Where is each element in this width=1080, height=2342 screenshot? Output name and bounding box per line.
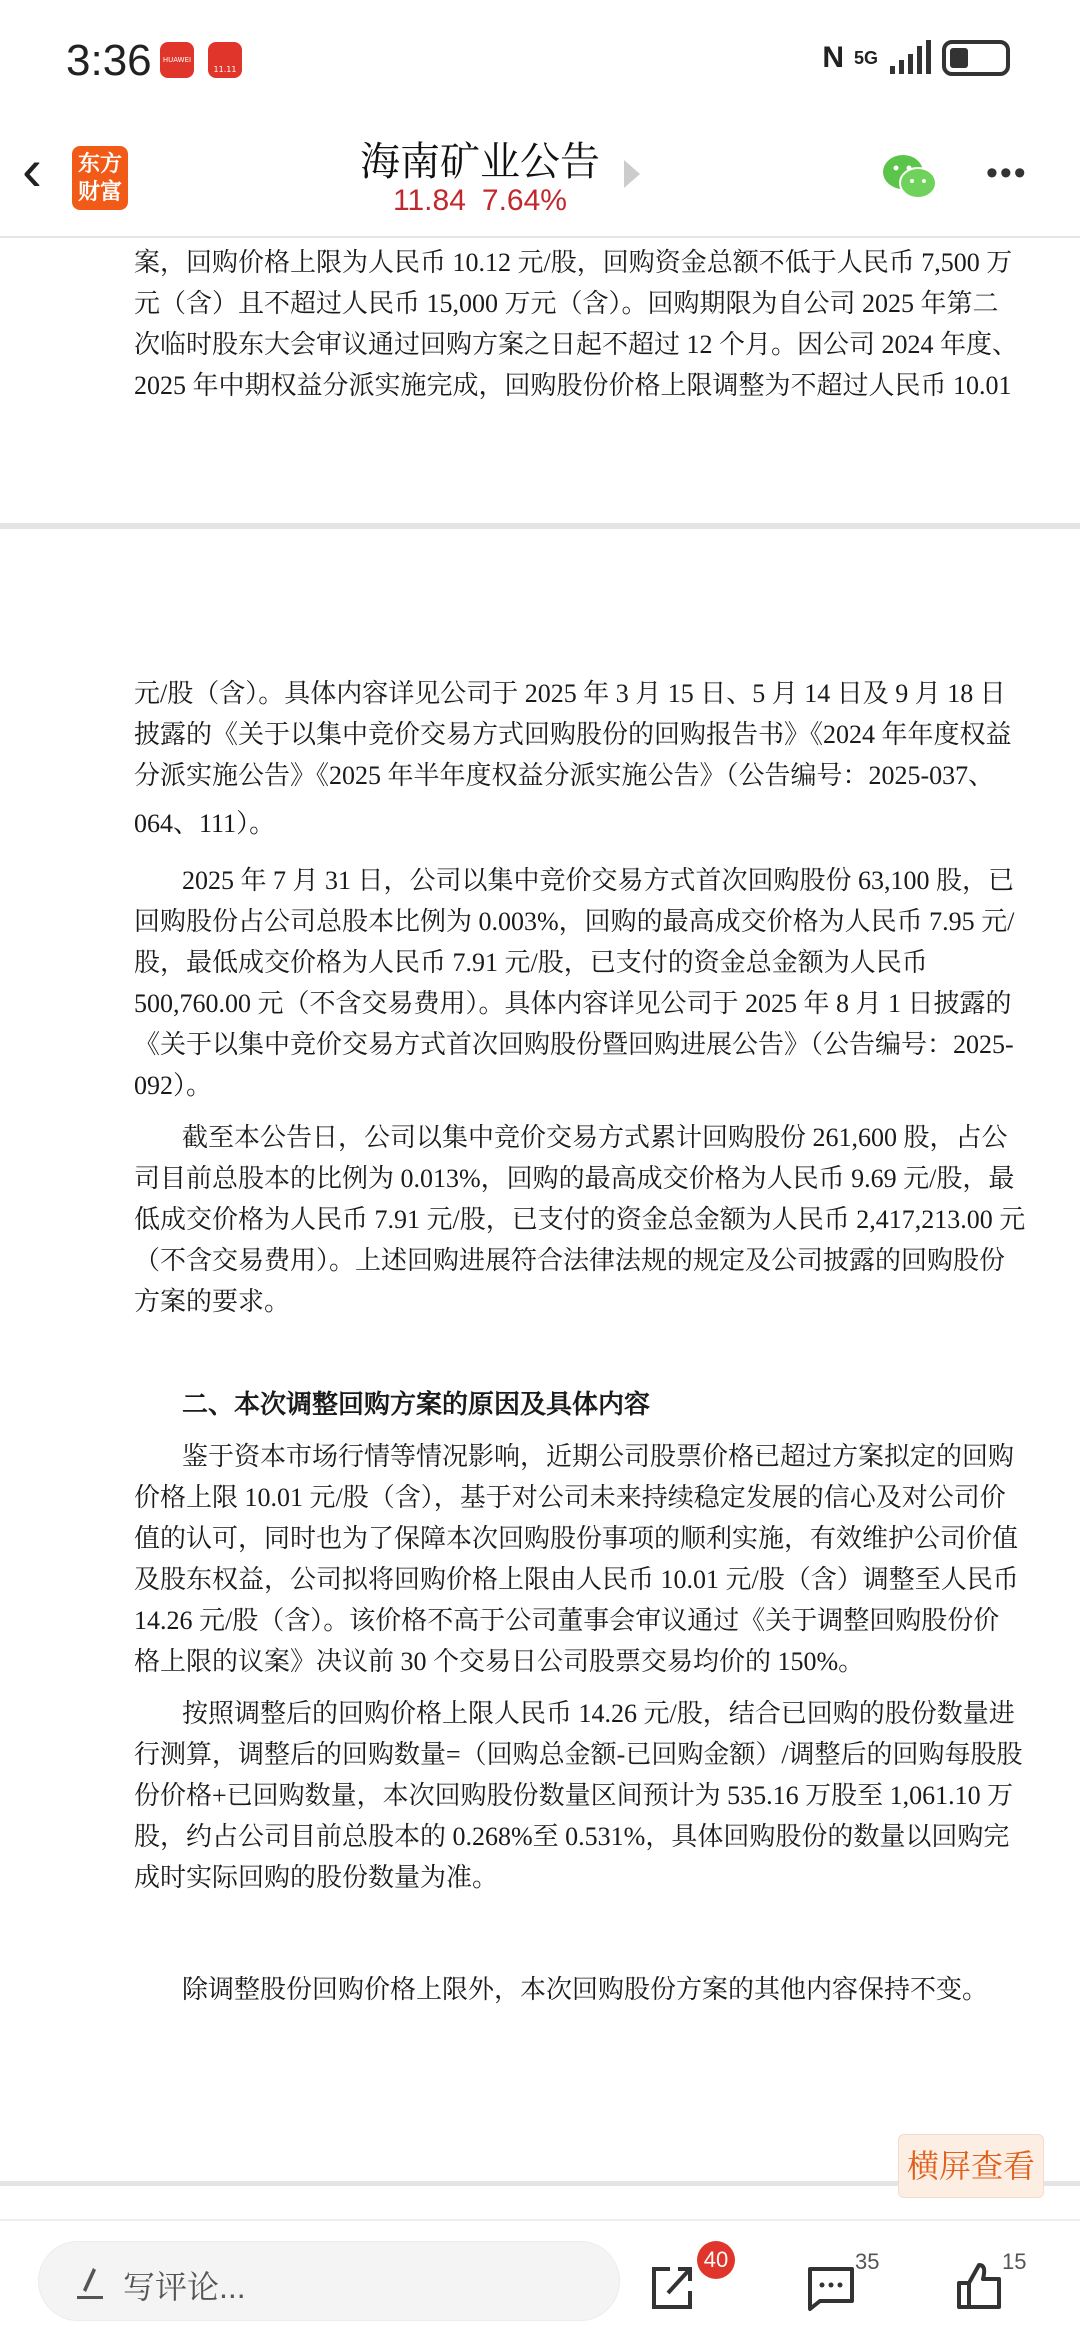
signal-icon bbox=[888, 40, 932, 76]
comment-input[interactable] bbox=[38, 2241, 620, 2321]
text-line: 回购股份占公司总股本比例为 0.003%，回购的最高成交价格为人民币 7.95 元/ bbox=[134, 907, 1015, 936]
wechat-share-icon[interactable] bbox=[882, 152, 938, 202]
text-line: 司目前总股本的比例为 0.013%，回购的最高成交价格为人民币 9.69 元/股，最 bbox=[134, 1164, 1015, 1193]
sale-badge-label: 11.11 bbox=[213, 65, 237, 74]
comment-count: 35 bbox=[855, 2249, 880, 2274]
text-line: 除调整股份回购价格上限外，本次回购股份方案的其他内容保持不变。 bbox=[182, 1975, 989, 2004]
page-title[interactable]: 海南矿业公告 bbox=[360, 140, 600, 184]
text-line: 股，最低成交价格为人民币 7.91 元/股，已支付的资金总金额为人民币 bbox=[134, 948, 928, 977]
section-heading: 二、本次调整回购方案的原因及具体内容 bbox=[182, 1390, 651, 1419]
header bbox=[0, 110, 1080, 238]
network-label: 5G bbox=[853, 47, 878, 68]
text-line: 按照调整后的回购价格上限人民币 14.26 元/股，结合已回购的股份数量进 bbox=[182, 1699, 1015, 1728]
text-line: 低成交价格为人民币 7.91 元/股，已支付的资金总金额为人民币 2,417,213.00 元 bbox=[134, 1205, 1026, 1234]
clock: 3:36 bbox=[66, 36, 152, 85]
text-line: 份价格+已回购数量，本次回购股份数量区间预计为 535.16 万股至 1,061.10 万 bbox=[134, 1781, 1014, 1810]
text-line: 元/股（含）。具体内容详见公司于 2025 年 3 月 15 日、5 月 14 日及 9 月 18 日 bbox=[134, 679, 1006, 708]
text-line: 14.26 元/股（含）。该价格不高于公司董事会审议通过《关于调整回购股份价 bbox=[134, 1606, 1000, 1635]
text-line: 及股东权益，公司拟将回购价格上限由人民币 10.01 元/股（含）调整至人民币 bbox=[134, 1565, 1019, 1594]
text-line: 截至本公告日，公司以集中竞价交易方式累计回购股份 261,600 股，占公 bbox=[182, 1123, 1008, 1152]
huawei-app-icon bbox=[160, 42, 194, 78]
nfc-icon: N bbox=[822, 41, 844, 74]
text-line: （不含交易费用）。上述回购进展符合法律法规的规定及公司披露的回购股份 bbox=[134, 1246, 1006, 1275]
text-line: 方案的要求。 bbox=[134, 1287, 291, 1316]
battery-icon bbox=[942, 40, 1010, 76]
bottom-bar bbox=[0, 2219, 1080, 2342]
comment-placeholder: 写评论... bbox=[123, 2269, 246, 2305]
share-icon[interactable] bbox=[650, 2261, 700, 2311]
logo-text: 财富 bbox=[77, 179, 122, 204]
back-chevron-icon[interactable]: ‹ bbox=[22, 136, 42, 203]
pencil-icon bbox=[75, 2264, 105, 2300]
more-icon[interactable]: ••• bbox=[986, 154, 1028, 192]
text-line: 值的认可，同时也为了保障本次回购股份事项的顺利实施，有效维护公司价值 bbox=[134, 1524, 1019, 1553]
status-icons bbox=[822, 40, 1010, 76]
huawei-badge-label: HUAWEI bbox=[162, 56, 192, 64]
stock-quote[interactable] bbox=[0, 184, 960, 218]
text-line: 鉴于资本市场行情等情况影响，近期公司股票价格已超过方案拟定的回购 bbox=[182, 1442, 1015, 1471]
text-line: 案，回购价格上限为人民币 10.12 元/股，回购资金总额不低于人民币 7,500 万 bbox=[134, 248, 1013, 277]
text-line: 股，约占公司目前总股本的 0.268%至 0.531%，具体回购股份的数量以回购完 bbox=[134, 1822, 1010, 1851]
text-line: 次临时股东大会审议通过回购方案之日起不超过 12 个月。因公司 2024 年度、 bbox=[134, 330, 1019, 359]
text-line: 092）。 bbox=[134, 1071, 213, 1100]
shopping-11-11-icon bbox=[208, 42, 242, 78]
text-line: 《关于以集中竞价交易方式首次回购股份暨回购进展公告》（公告编号：2025- bbox=[134, 1030, 1014, 1059]
text-line: 行测算，调整后的回购数量=（回购总金额-已回购金额）/调整后的回购每股股 bbox=[134, 1740, 1023, 1769]
stock-change: 7.64% bbox=[481, 184, 567, 217]
logo-text: 东方 bbox=[77, 151, 122, 176]
text-line: 价格上限 10.01 元/股（含），基于对公司未来持续稳定发展的信心及对公司价 bbox=[134, 1483, 1006, 1512]
text-line: 2025 年 7 月 31 日，公司以集中竞价交易方式首次回购股份 63,100 股，已 bbox=[182, 866, 1015, 895]
text-line: 元（含）且不超过人民币 15,000 万元（含）。回购期限为自公司 2025 年第二 bbox=[134, 289, 999, 318]
status-bar bbox=[0, 0, 1080, 110]
text-line: 064、111）。 bbox=[134, 809, 276, 838]
text-line: 披露的《关于以集中竞价交易方式回购股份的回购报告书》《2024 年年度权益 bbox=[134, 720, 1012, 749]
text-line: 2025 年中期权益分派实施完成，回购股份价格上限调整为不超过人民币 10.01 bbox=[134, 371, 1012, 400]
share-count-badge: 40 bbox=[697, 2241, 735, 2279]
comment-icon[interactable] bbox=[806, 2261, 856, 2311]
page-break bbox=[0, 523, 1080, 529]
text-line: 分派实施公告》《2025 年半年度权益分派实施公告》（公告编号：2025-037、 bbox=[134, 761, 995, 790]
landscape-view-button[interactable]: 横屏查看 bbox=[898, 2134, 1044, 2198]
caret-right-icon[interactable] bbox=[624, 160, 640, 188]
like-thumb-icon[interactable] bbox=[955, 2261, 1005, 2311]
like-count: 15 bbox=[1002, 2249, 1027, 2274]
stock-price: 11.84 bbox=[393, 184, 466, 217]
text-line: 成时实际回购的股份数量为准。 bbox=[134, 1863, 499, 1892]
text-line: 格上限的议案》决议前 30 个交易日公司股票交易均价的 150%。 bbox=[134, 1647, 865, 1676]
text-line: 500,760.00 元（不含交易费用）。具体内容详见公司于 2025 年 8 月 1 日披露的 bbox=[134, 989, 1012, 1018]
